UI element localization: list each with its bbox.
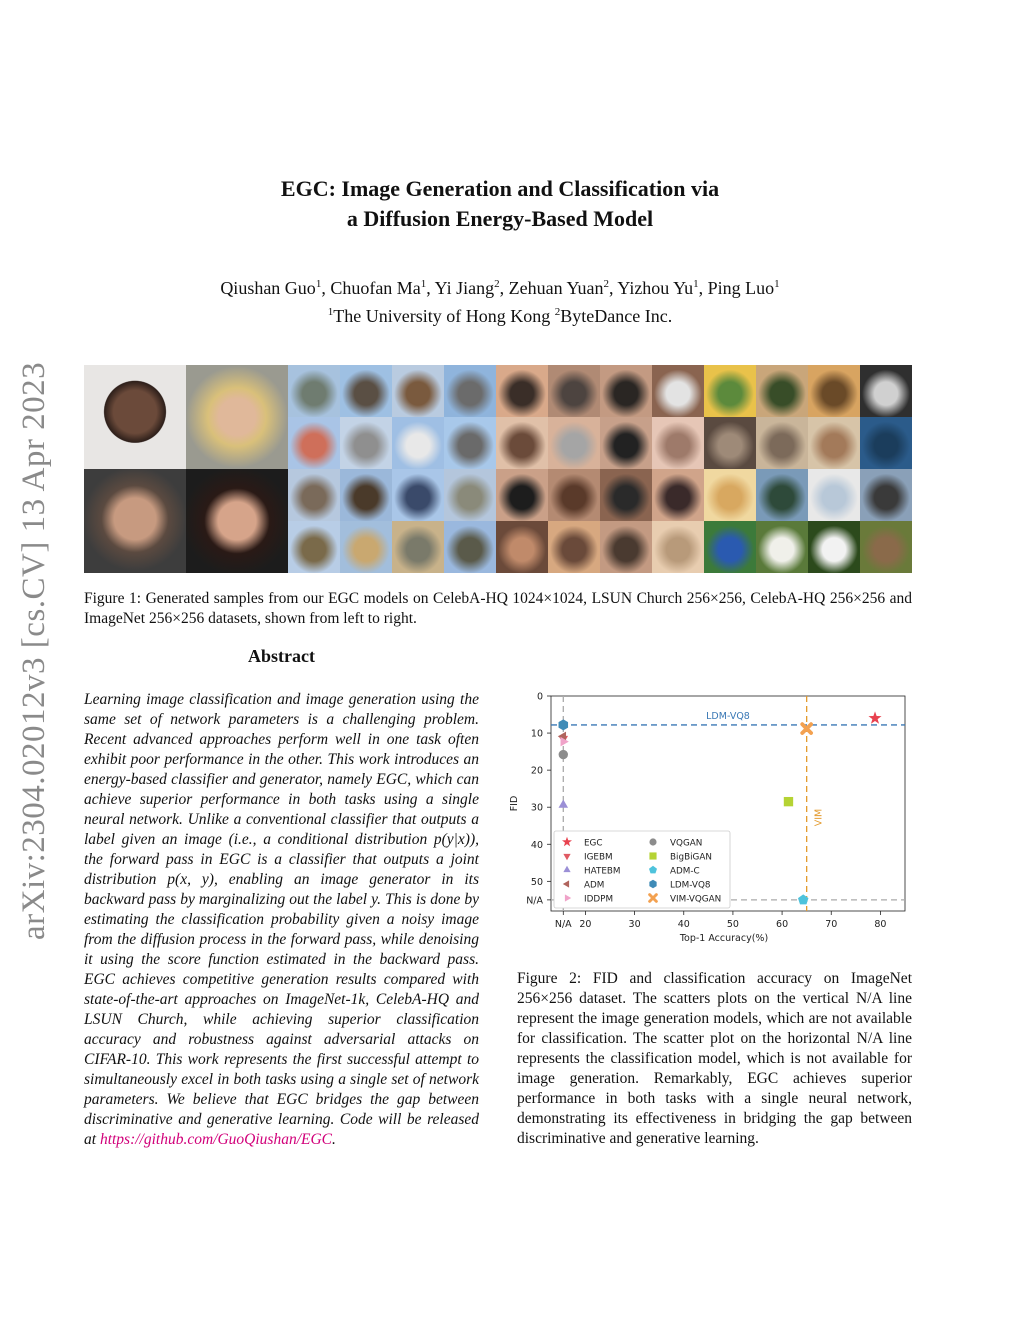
author-affiliation-marker: 1 — [774, 278, 780, 290]
x-tick-label: 70 — [825, 919, 838, 930]
legend-label: VQGAN — [670, 838, 703, 849]
sample-image — [704, 521, 756, 573]
sample-image — [444, 521, 496, 573]
sample-image — [496, 469, 548, 521]
figure2-caption: Figure 2: FID and classification accuracy on ImageNet 256×256 dataset. The scatters plots on the vertical N/A line represent the image generation models, which are not available for classification. The scatter plot on the horizontal N/A line represents the classification model, which is not available for image generation. Remarkably, EGC achieves superior performance in both tasks with a single neural network, demonstrating its effectiveness in bridging the gap between discriminative and generative learning. — [517, 970, 912, 1147]
legend-label: IGEBM — [584, 852, 613, 863]
legend-marker — [649, 852, 656, 859]
legend-marker — [649, 838, 656, 845]
sample-image — [340, 417, 392, 469]
abstract-heading: Abstract — [248, 646, 315, 666]
abstract-text: Learning image classification and image generation using the same set of network parameters is a challenging problem. Recent advanced approaches perform well in one task often exhibit poor performance in the other. This work introduces an energy-based classifier and generator, namely EGC, which can achieve superior performance in both tasks using a single neural network. Unlike a conventional classifier that outputs a label given an image (i.e., a conditional distribution p(y|x)), the forward pass in EGC is a classifier that outputs a joint distribution p(x, y), enabling an image generator in its backward pass by marginalizing out the label y. This is done by estimating the classification probability given a noisy image from the diffusion process in the forward pass, while denoising it using the score function estimated in the backward pass. EGC achieves competitive generation results compared with state-of-the-art approaches on ImageNet-1k, CelebA-HQ and LSUN Church, while achieving superior classification accuracy and robustness against adversarial attacks on CIFAR-10. This work represents the first successful attempt to simultaneously excel in both tasks using a single set of network parameters. We believe that EGC bridges the gap between discriminative and generative learning. Code will be released at — [84, 691, 479, 1148]
sample-image — [288, 417, 340, 469]
sample-image — [704, 469, 756, 521]
data-point-hatebm — [559, 799, 569, 807]
sample-image — [652, 469, 704, 521]
y-tick-label: 10 — [530, 728, 543, 740]
sample-image — [548, 365, 600, 417]
sample-image — [860, 469, 912, 521]
x-tick-label: 20 — [579, 919, 592, 930]
x-tick-label: 50 — [726, 919, 739, 930]
sample-image — [444, 365, 496, 417]
sample-image — [444, 469, 496, 521]
x-tick-label: 40 — [677, 919, 690, 930]
figure2-scatter-chart — [497, 686, 917, 948]
sample-image — [756, 365, 808, 417]
legend-label: ADM — [584, 880, 605, 891]
sample-image — [548, 417, 600, 469]
author-name: Zehuan Yuan — [508, 278, 604, 298]
sample-image — [600, 417, 652, 469]
sample-image — [444, 417, 496, 469]
sample-image — [860, 365, 912, 417]
sample-image — [600, 469, 652, 521]
sample-image — [84, 365, 186, 469]
legend-label: EGC — [584, 838, 603, 849]
author-name: Yizhou Yu — [617, 278, 694, 298]
code-link[interactable]: https://github.com/GuoQiushan/EGC — [99, 1131, 333, 1148]
author-affiliation-marker: 1 — [315, 278, 322, 290]
y-tick-label: 40 — [530, 839, 543, 851]
sample-image — [652, 417, 704, 469]
sample-image — [186, 469, 288, 573]
sample-image — [600, 365, 652, 417]
sample-image — [340, 469, 392, 521]
sample-image — [548, 469, 600, 521]
sample-image — [392, 365, 444, 417]
data-point-adm-c — [798, 894, 808, 904]
sample-image — [496, 417, 548, 469]
sample-image — [392, 469, 444, 521]
abstract-body — [84, 690, 479, 1150]
paper-title — [0, 174, 1000, 234]
aff1-marker: 1 — [327, 306, 334, 318]
legend-label: VIM-VQGAN — [670, 894, 722, 905]
figure1-sample-grid — [84, 365, 912, 573]
author-name: Yi Jiang — [434, 278, 495, 298]
title-line-2: a Diffusion Energy-Based Model — [346, 206, 654, 231]
author-name: Chuofan Ma — [330, 278, 421, 298]
sample-image — [652, 365, 704, 417]
author-affiliation-marker: 1 — [420, 278, 427, 290]
y-axis-label: FID — [509, 795, 520, 812]
sample-image — [756, 521, 808, 573]
author-name: Ping Luo — [707, 278, 775, 298]
x-tick-label: 30 — [628, 919, 641, 930]
data-point-ldm-vq8 — [559, 719, 569, 730]
y-tick-label: 30 — [530, 802, 543, 814]
reference-line-label: VIM — [813, 808, 825, 827]
sample-image — [392, 417, 444, 469]
sample-image — [84, 469, 186, 573]
sample-image — [652, 521, 704, 573]
affiliation-2: ByteDance Inc. — [560, 306, 673, 326]
y-tick-label: N/A — [526, 895, 543, 907]
legend-label: ADM-C — [670, 866, 700, 877]
author-list: Qiushan Guo$^1$, Chuofan Ma$^1$, Yi Jiang$^2$, Zehuan Yuan$^2$, Yizhou Yu$^1$, Ping Luo$^1$ — [220, 278, 780, 298]
reference-line-label: LDM-VQ8 — [706, 710, 750, 722]
sample-image — [340, 521, 392, 573]
data-point-bigbigan — [784, 797, 793, 806]
sample-image — [496, 365, 548, 417]
sample-image — [600, 521, 652, 573]
sample-image — [756, 469, 808, 521]
sample-image — [808, 417, 860, 469]
legend-label: BigBiGAN — [670, 852, 712, 863]
sample-image — [288, 469, 340, 521]
sample-image — [860, 417, 912, 469]
sample-image — [808, 521, 860, 573]
sample-image — [860, 521, 912, 573]
author-affiliation-marker: 1 — [693, 278, 699, 290]
abstract-end: . — [332, 1131, 336, 1148]
sample-image — [340, 365, 392, 417]
title-line-1: EGC: Image Generation and Classification via — [280, 176, 720, 201]
sample-image — [548, 521, 600, 573]
data-point-vqgan — [559, 750, 568, 759]
legend-label: LDM-VQ8 — [670, 880, 711, 891]
affiliations — [0, 300, 1000, 328]
author-affiliation-marker: 2 — [603, 278, 609, 290]
author-name: Qiushan Guo — [220, 278, 316, 298]
sample-image — [496, 521, 548, 573]
legend-label: HATEBM — [584, 866, 621, 877]
arxiv-identifier: arXiv:2304.02012v3 [cs.CV] 13 Apr 2023 — [16, 361, 52, 940]
affiliation-1: The University of Hong Kong — [333, 306, 551, 326]
y-tick-label: 50 — [530, 876, 543, 888]
y-tick-label: 0 — [536, 691, 543, 703]
sample-image — [288, 521, 340, 573]
sample-image — [704, 365, 756, 417]
aff2-marker: 2 — [554, 306, 561, 318]
data-point-egc — [868, 711, 881, 723]
x-axis-label: Top-1 Accuracy(%) — [679, 933, 769, 944]
figure1-caption: Figure 1: Generated samples from our EGC models on CelebA-HQ 1024×1024, LSUN Church 256×256, CelebA-HQ 256×256 and ImageNet 256×256 datasets, shown from left to right. — [84, 590, 912, 627]
sample-image — [808, 469, 860, 521]
sample-image — [288, 365, 340, 417]
legend-label: IDDPM — [584, 894, 614, 905]
sample-image — [704, 417, 756, 469]
sample-image — [808, 365, 860, 417]
sample-image — [186, 365, 288, 469]
sample-image — [392, 521, 444, 573]
sample-image — [756, 417, 808, 469]
x-tick-label: N/A — [554, 919, 572, 930]
author-affiliation-marker: 2 — [494, 278, 500, 290]
y-tick-label: 20 — [530, 765, 543, 777]
x-tick-label: 60 — [776, 919, 789, 930]
author-block — [0, 272, 1000, 328]
x-tick-label: 80 — [874, 919, 887, 930]
